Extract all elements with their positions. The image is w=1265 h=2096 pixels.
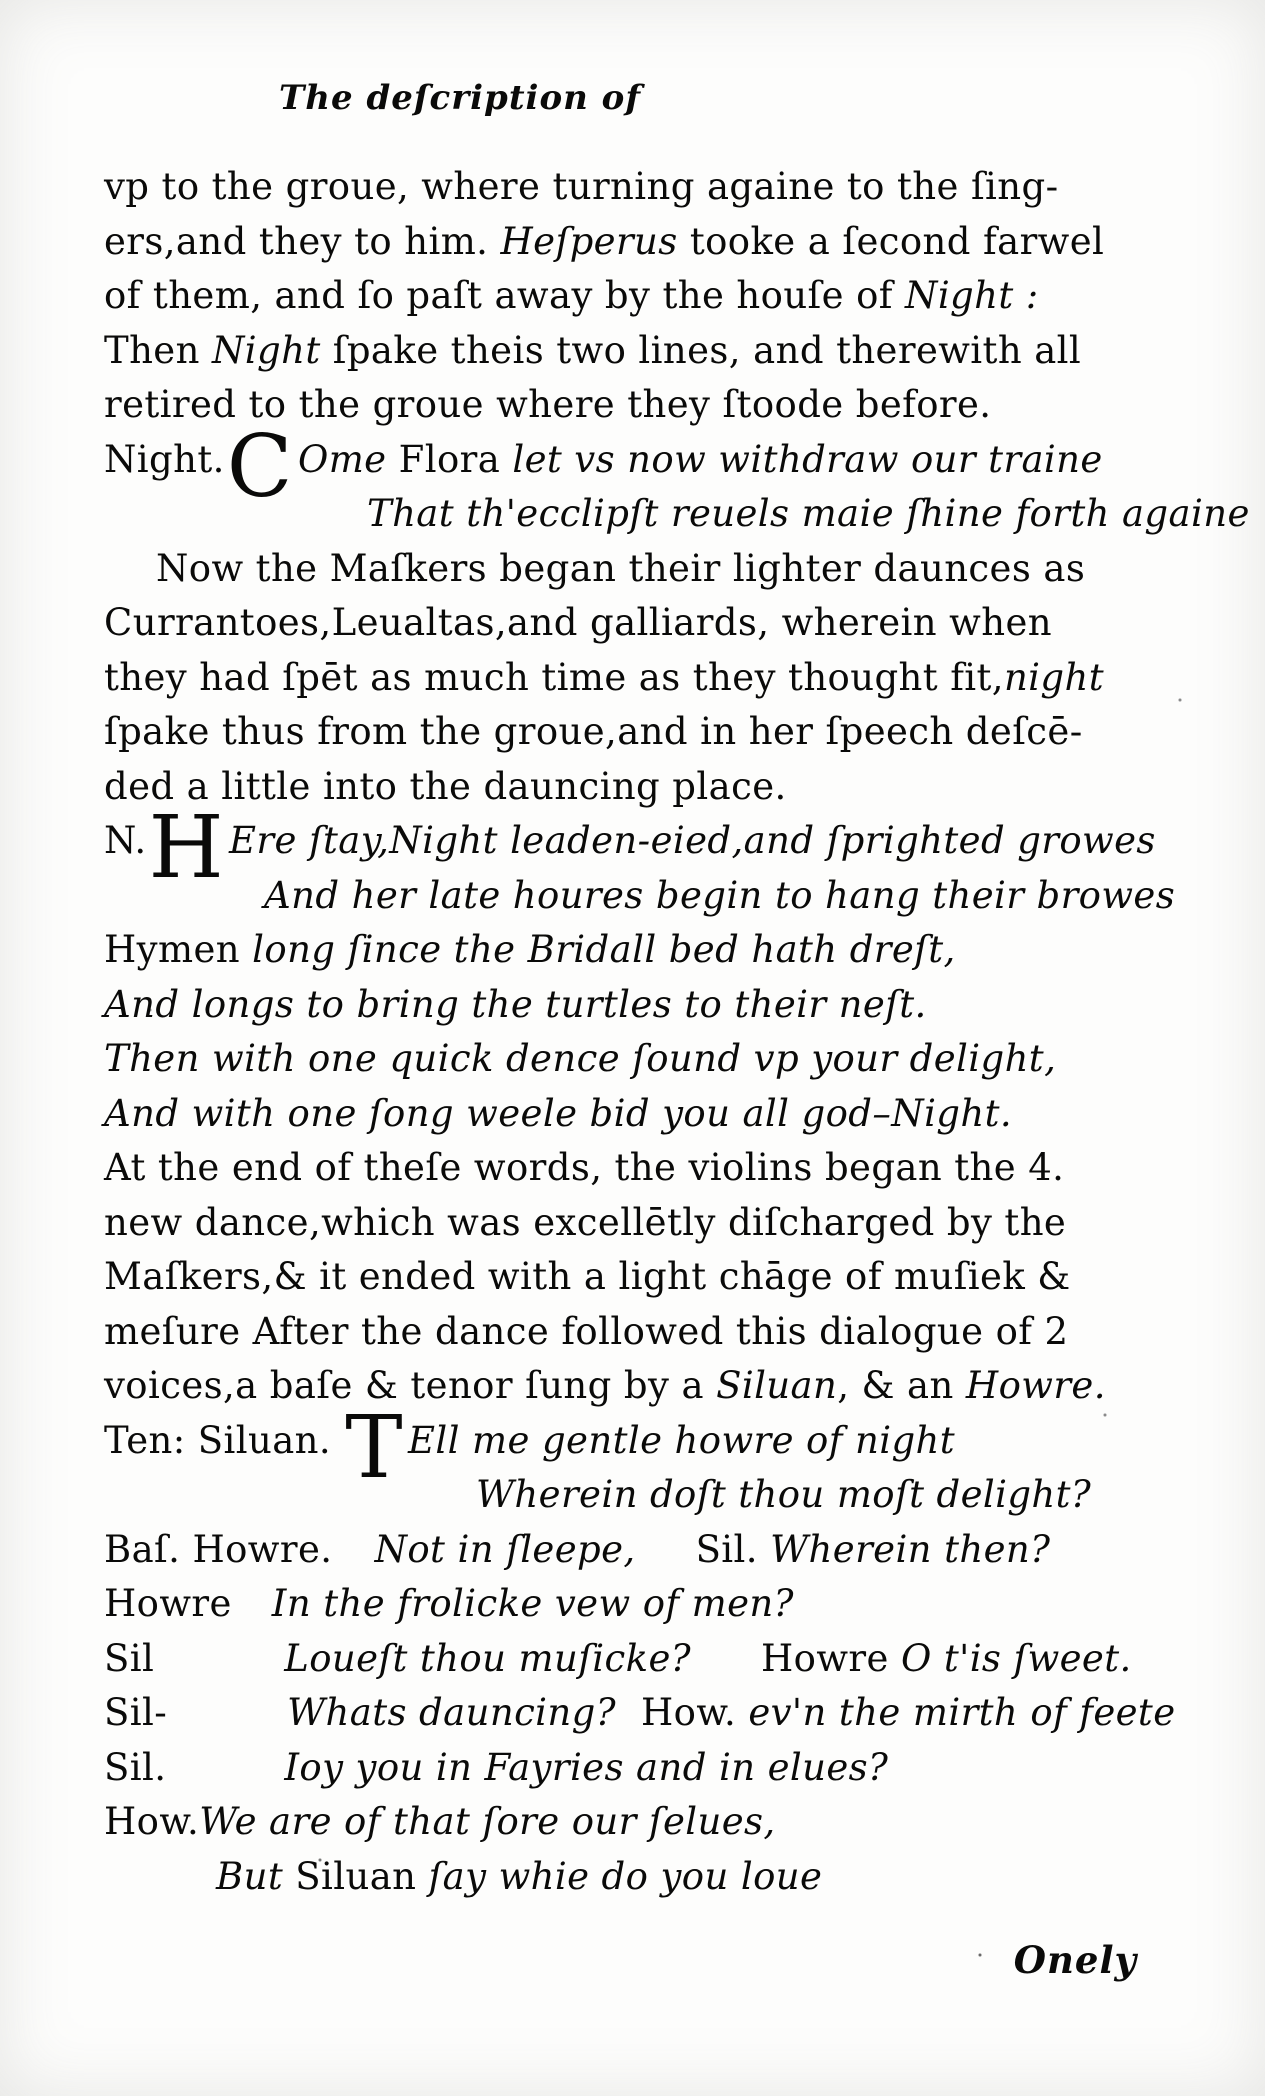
text-line	[104, 869, 1189, 924]
roman-text: ſpake theis two lines, and therewith all	[320, 328, 1082, 372]
catchword: Onely	[1013, 1938, 1137, 1982]
italic-text: ev'n the mirth of feete	[736, 1691, 1176, 1734]
italic-text: Siluan	[716, 1364, 838, 1407]
italic-text: Night :	[905, 274, 1039, 317]
drop-cap: C	[226, 416, 293, 517]
text-line	[104, 705, 1189, 760]
italic-text: Ioy you in Fayries and in elues?	[284, 1745, 889, 1789]
roman-text: Then	[104, 328, 212, 372]
italic-text: We are of that ſore our ſelues,	[199, 1800, 776, 1843]
italic-text: ſay whie do you loue	[416, 1854, 823, 1898]
roman-text: of them, and ſo paſt away by the houſe of	[104, 274, 906, 317]
italic-text: Howre.	[965, 1364, 1106, 1407]
roman-text: tooke a ſecond farwel	[677, 219, 1105, 263]
italic-text: Loueſt thou muſicke?	[284, 1636, 691, 1680]
italic-text: Whats dauncing?	[287, 1691, 616, 1734]
roman-text: At the end of theſe words, the violins began the 4.	[104, 1146, 1065, 1189]
italic-text: Wherein doſt thou moſt delight?	[476, 1473, 1092, 1516]
typeset-space	[691, 1670, 761, 1671]
italic-text: But	[216, 1854, 296, 1898]
text-line	[104, 1087, 1189, 1142]
typeset-space	[167, 1724, 287, 1725]
roman-text: Hymen	[104, 928, 253, 971]
roman-text: How.	[104, 1800, 200, 1843]
italic-text: Then with one quick dence ſound vp your delight,	[104, 1037, 1057, 1080]
roman-text: they had ſpēt as much time as they thought fit,	[104, 655, 1004, 699]
roman-text: Sil.	[104, 1745, 167, 1789]
text-line	[104, 1523, 1189, 1578]
roman-text: Howre	[761, 1636, 889, 1680]
italic-text: Ere ſtay,Night leaden-eied,and ſprighted growes	[228, 819, 1156, 862]
roman-text: How.	[640, 1691, 737, 1734]
italic-text: let vs now withdraw our traine	[500, 437, 1103, 481]
roman-text: ded a little into the dauncing place.	[104, 764, 787, 808]
typeset-space	[232, 1615, 272, 1616]
text-line	[104, 978, 1189, 1033]
text-line	[104, 1632, 1189, 1687]
roman-text: meſure After the dance followed this dialogue of 2	[104, 1309, 1069, 1353]
text-line	[104, 651, 1189, 706]
italic-text: Night	[212, 328, 321, 372]
roman-text: voices,a baſe & tenor ſung by a	[104, 1364, 717, 1407]
italic-text: O t'is ſweet.	[888, 1636, 1132, 1680]
roman-text: Baſ. Howre.	[104, 1527, 345, 1571]
typeset-space	[616, 1724, 641, 1725]
drop-cap: H	[148, 798, 224, 898]
roman-text: N.	[104, 819, 147, 862]
text-line	[104, 596, 1189, 651]
text-line	[104, 1468, 1189, 1523]
italic-text: Heſperus	[500, 219, 678, 263]
italic-text: night	[1003, 655, 1104, 699]
italic-text: And with one ſong weele bid you all god–Night.	[104, 1091, 1013, 1135]
text-line	[104, 1741, 1189, 1796]
text-line	[104, 1577, 1189, 1632]
roman-text: Howre	[104, 1582, 232, 1625]
roman-text: Now the Maſkers began their lighter daunces as	[156, 546, 1086, 590]
text-line	[104, 1032, 1189, 1087]
roman-text: ſpake thus from the groue,and in her ſpeech deſcē-	[104, 710, 1083, 753]
italic-text: In the frolicke vew of men?	[271, 1582, 794, 1625]
text-block	[104, 160, 1250, 1904]
text-line	[104, 923, 1189, 978]
roman-text: Night.	[104, 437, 225, 481]
text-line	[104, 1196, 1189, 1251]
italic-text: That th'ecclipſt reuels maie ſhine forth againe	[367, 492, 1250, 535]
italic-text: long ſince the Bridall bed hath dreſt,	[252, 928, 956, 971]
roman-text: retired to the groue where they ſtoode before.	[104, 383, 992, 426]
text-line	[104, 324, 1189, 379]
roman-text: Maſkers,& it ended with a light chāge of muſiek &	[104, 1255, 1071, 1298]
text-line	[104, 1359, 1189, 1414]
running-header: The deſcription of	[279, 78, 641, 118]
roman-text: , & an	[837, 1364, 966, 1407]
text-line	[104, 215, 1189, 270]
text-line	[104, 1250, 1189, 1305]
text-line	[104, 1850, 1189, 1905]
roman-text: Flora	[398, 437, 501, 481]
typeset-space	[636, 1561, 696, 1562]
roman-text: ers,and they to him.	[104, 219, 501, 263]
typeset-space	[345, 1561, 375, 1562]
typeset-space	[166, 1779, 284, 1780]
italic-text: Not in ſleepe,	[374, 1527, 636, 1571]
roman-text: vp to the groue, where turning againe to the ſing-	[104, 165, 1059, 208]
roman-text: Sil.	[695, 1527, 758, 1571]
text-line	[104, 1686, 1189, 1741]
text-line	[104, 269, 1189, 324]
typeset-space	[154, 1670, 284, 1671]
text-line	[104, 760, 1189, 815]
roman-text: Sil	[104, 1636, 155, 1680]
italic-text: And her late houres begin to hang their browes	[264, 873, 1176, 917]
roman-text: new dance,which was excellētly diſcharged by the	[104, 1200, 1067, 1244]
text-line	[104, 1141, 1189, 1196]
roman-text: Currantoes,Leualtas,and galliards, wherein when	[104, 601, 1053, 644]
drop-cap: T	[345, 1397, 403, 1498]
roman-text: Siluan	[295, 1854, 417, 1898]
text-line	[104, 542, 1189, 597]
roman-text: Ten: Siluan.	[104, 1418, 344, 1462]
text-line	[104, 160, 1189, 215]
italic-text: And longs to bring the turtles to their neſt.	[104, 982, 927, 1026]
roman-text: Sil-	[104, 1691, 168, 1734]
italic-text: Ome	[297, 437, 399, 481]
text-line	[104, 1795, 1189, 1850]
italic-text: Wherein then?	[757, 1527, 1051, 1571]
text-line	[104, 1305, 1189, 1360]
italic-text: Ell me gentle howre of night	[407, 1418, 956, 1462]
